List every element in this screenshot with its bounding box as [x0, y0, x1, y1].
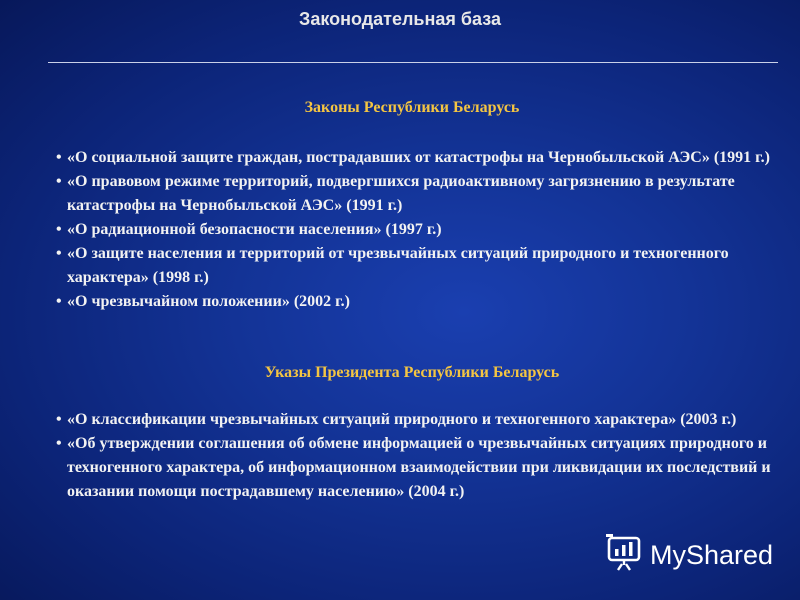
slide-title: Законодательная база [299, 9, 501, 29]
decrees-list [56, 408, 776, 504]
list-item: • «О правовом режиме территорий, подвергшихся радиоактивному загрязнению в результате катастрофы на Чернобыльской АЭС» (1991 г.) [56, 170, 776, 218]
list-item: • «Об утверждении соглашения об обмене информацией о чрезвычайных ситуациях природного и техногенного характера, об информационном взаимодействии при ликвидации их последствий и оказании помощи пострадавшему населению» (2004 г.) [56, 432, 776, 504]
decrees-heading: Указы Президента Республики Беларусь [264, 364, 560, 381]
laws-list [56, 146, 776, 314]
chart-board-icon [606, 534, 642, 577]
list-item: • «О защите населения и территорий от чрезвычайных ситуаций природного и техногенного характера» (1998 г.) [56, 242, 776, 290]
title-divider [48, 62, 778, 63]
watermark-logo [606, 536, 773, 574]
list-item: • «О радиационной безопасности населения» (1997 г.) [56, 218, 776, 242]
list-item: • «О классификации чрезвычайных ситуаций природного и техногенного характера» (2003 г.) [56, 408, 776, 432]
watermark-text: MyShared [650, 539, 774, 570]
laws-heading: Законы Республики Беларусь [304, 99, 520, 116]
list-item: • «О социальной защите граждан, пострадавших от катастрофы на Чернобыльской АЭС» (1991 г.) [56, 146, 776, 170]
list-item: • «О чрезвычайном положении» (2002 г.) [56, 290, 776, 314]
